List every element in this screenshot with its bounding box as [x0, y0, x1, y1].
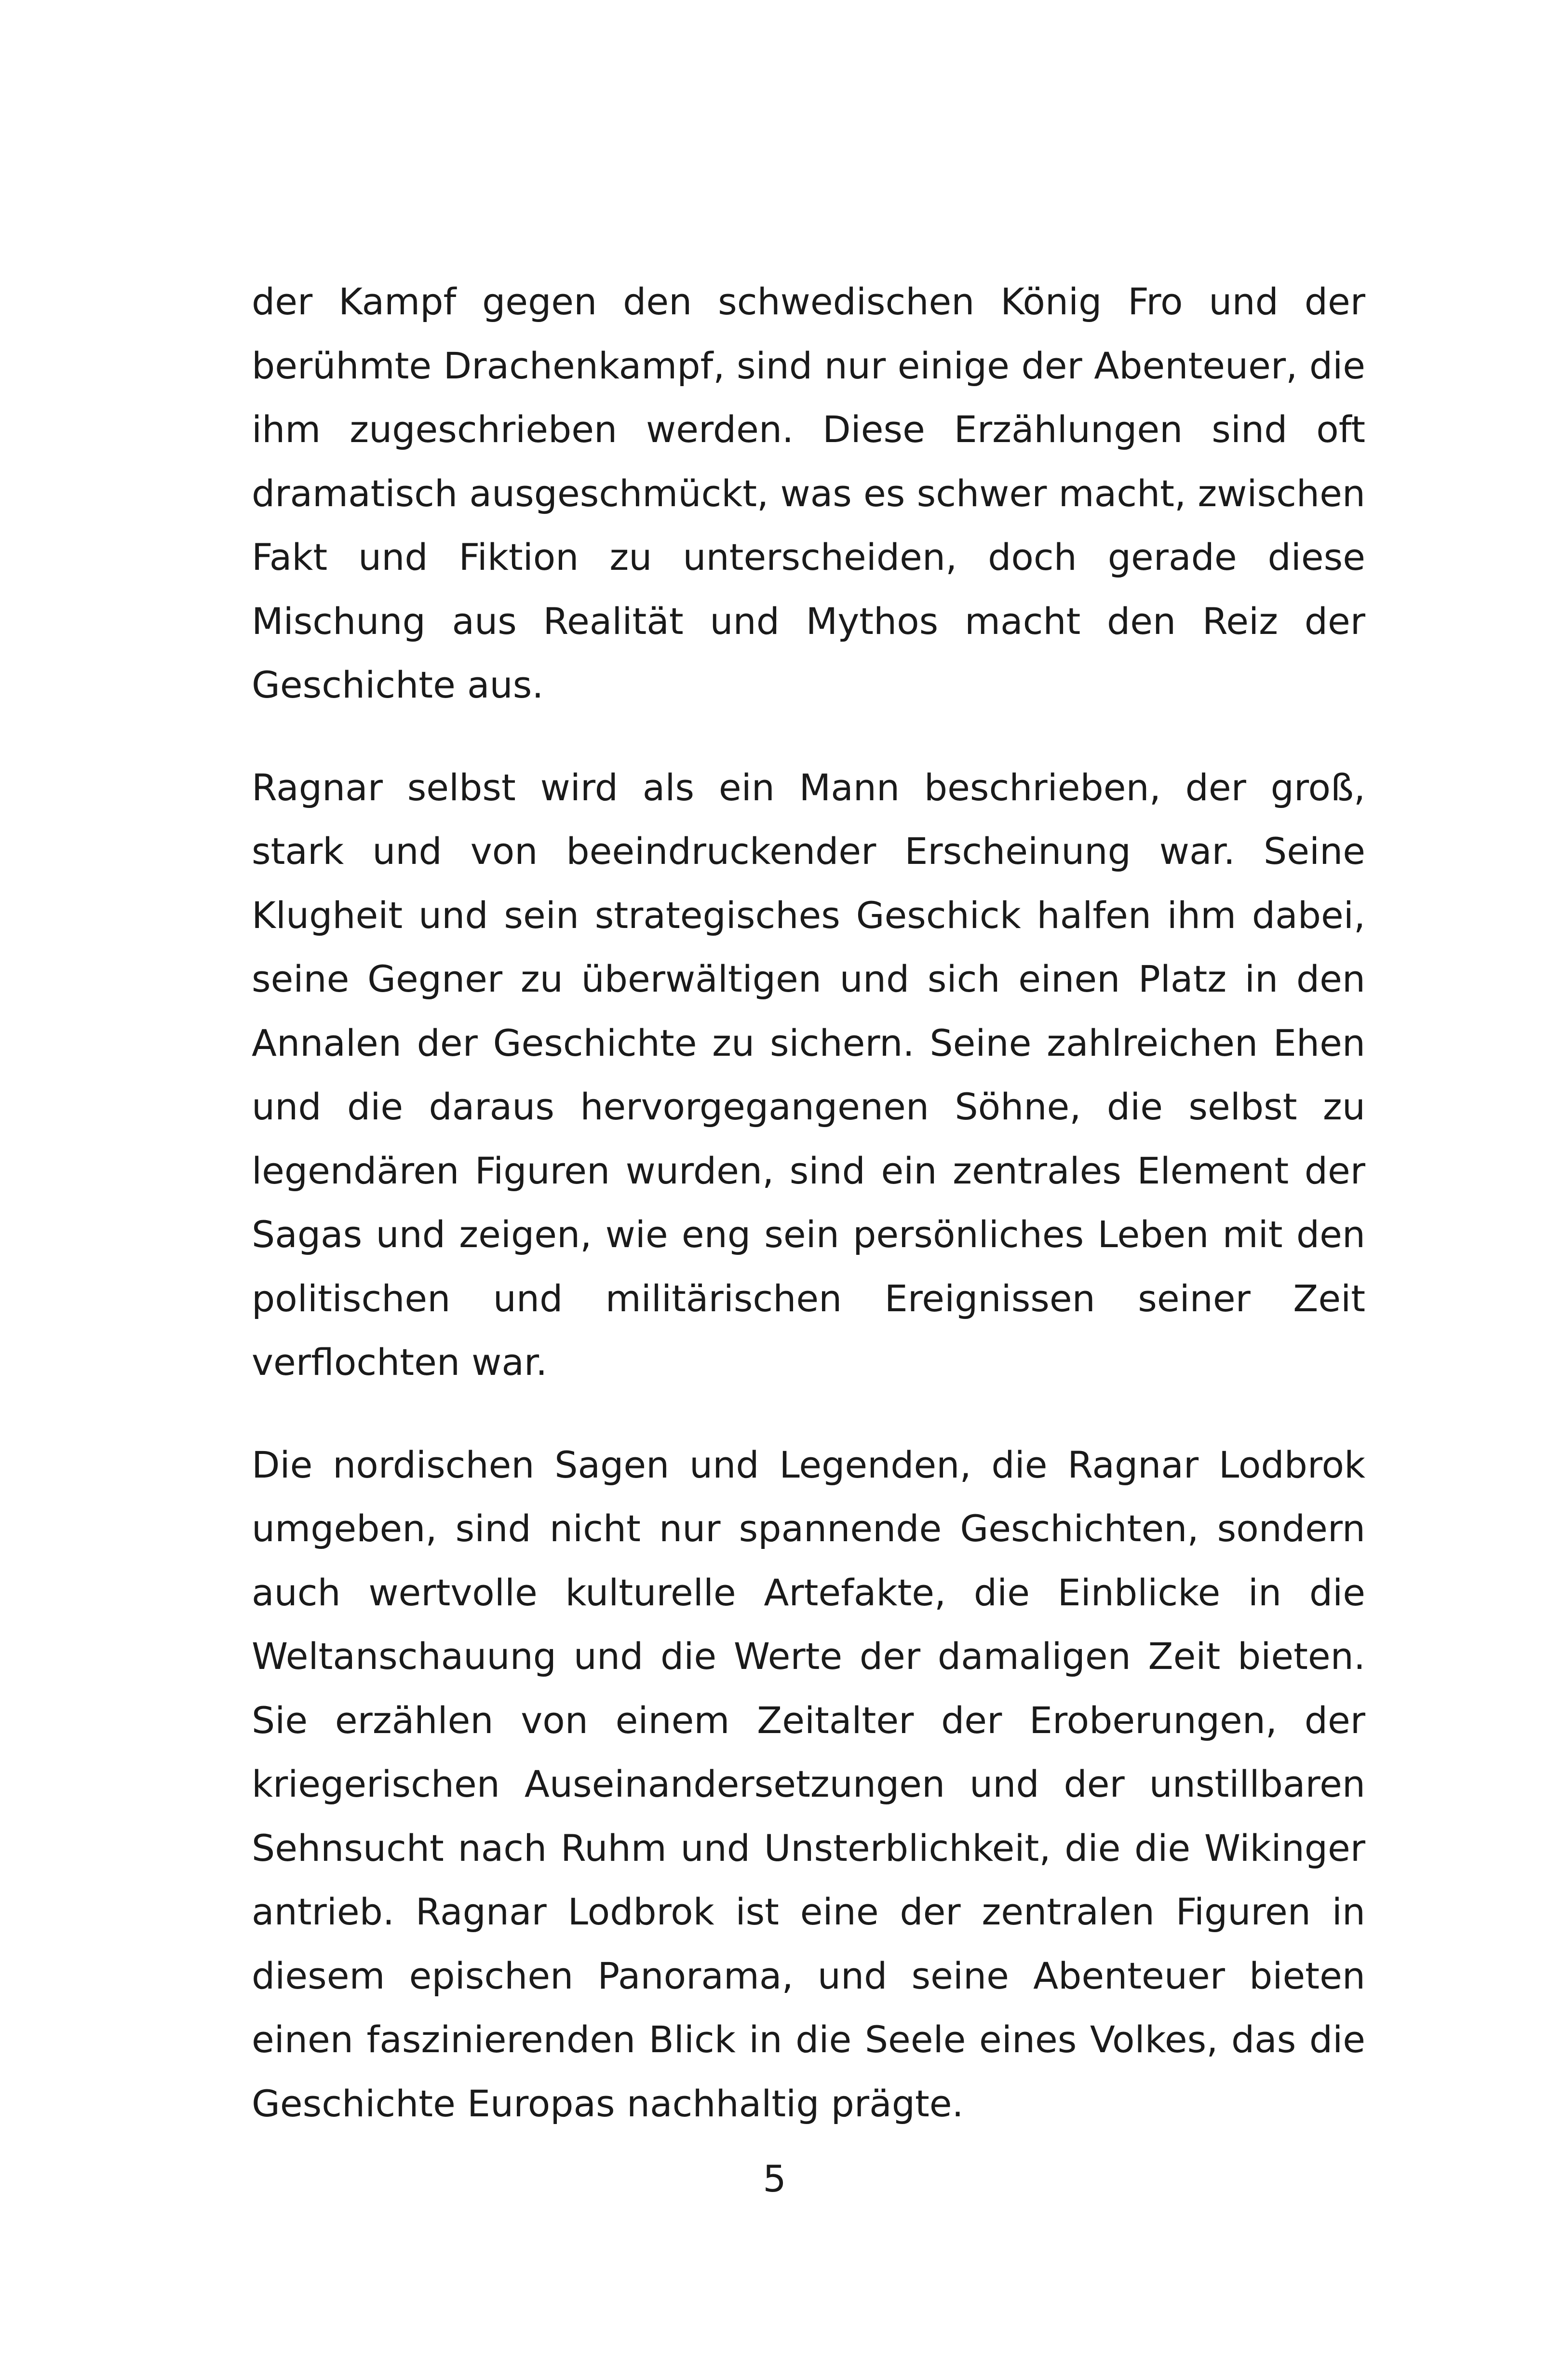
paragraph-2: Ragnar selbst wird als ein Mann beschrieben, der groß, stark und von beeindruckender Erscheinung war. Seine Klugheit und sein strategisches Geschick halfen ihm dabei, seine Gegner zu überwältigen und sich einen Platz in den Annalen der Geschichte zu sichern. Seine zahlreichen Ehen und die daraus hervorgegangenen Söhne, die selbst zu legendären Figuren wurden, sind ein zentrales Element der Sagas und zeigen, wie eng sein persönliches Leben mit den politischen und militärischen Ereignissen seiner Zeit verflochten war.	[252, 766, 1365, 1384]
paragraph-1: der Kampf gegen den schwedischen König Fro und der berühmte Drachenkampf, sind nur einige der Abenteuer, die ihm zugeschrieben werden. Diese Erzählungen sind oft dramatisch ausgeschmückt, was es schwer macht, zwischen Fakt und Fiktion zu unterscheiden, doch gerade diese Mischung aus Realität und Mythos macht den Reiz der Geschichte aus.	[252, 280, 1365, 706]
body-text	[252, 270, 1365, 2174]
paragraph-3: Die nordischen Sagen und Legenden, die Ragnar Lodbrok umgeben, sind nicht nur spannende Geschichten, sondern auch wertvolle kulturelle Artefakte, die Einblicke in die Weltanschauung und die Werte der damaligen Zeit bieten. Sie erzählen von einem Zeitalter der Eroberungen, der kriegerischen Auseinandersetzungen und der unstillbaren Sehnsucht nach Ruhm und Unsterblichkeit, die die Wikinger antrieb. Ragnar Lodbrok ist eine der zentralen Figuren in diesem epischen Panorama, und seine Abenteuer bieten einen faszinierenden Blick in die Seele eines Volkes, das die Geschichte Europas nachhaltig prägte.	[252, 1443, 1365, 2125]
page-number: 5	[763, 2157, 786, 2200]
